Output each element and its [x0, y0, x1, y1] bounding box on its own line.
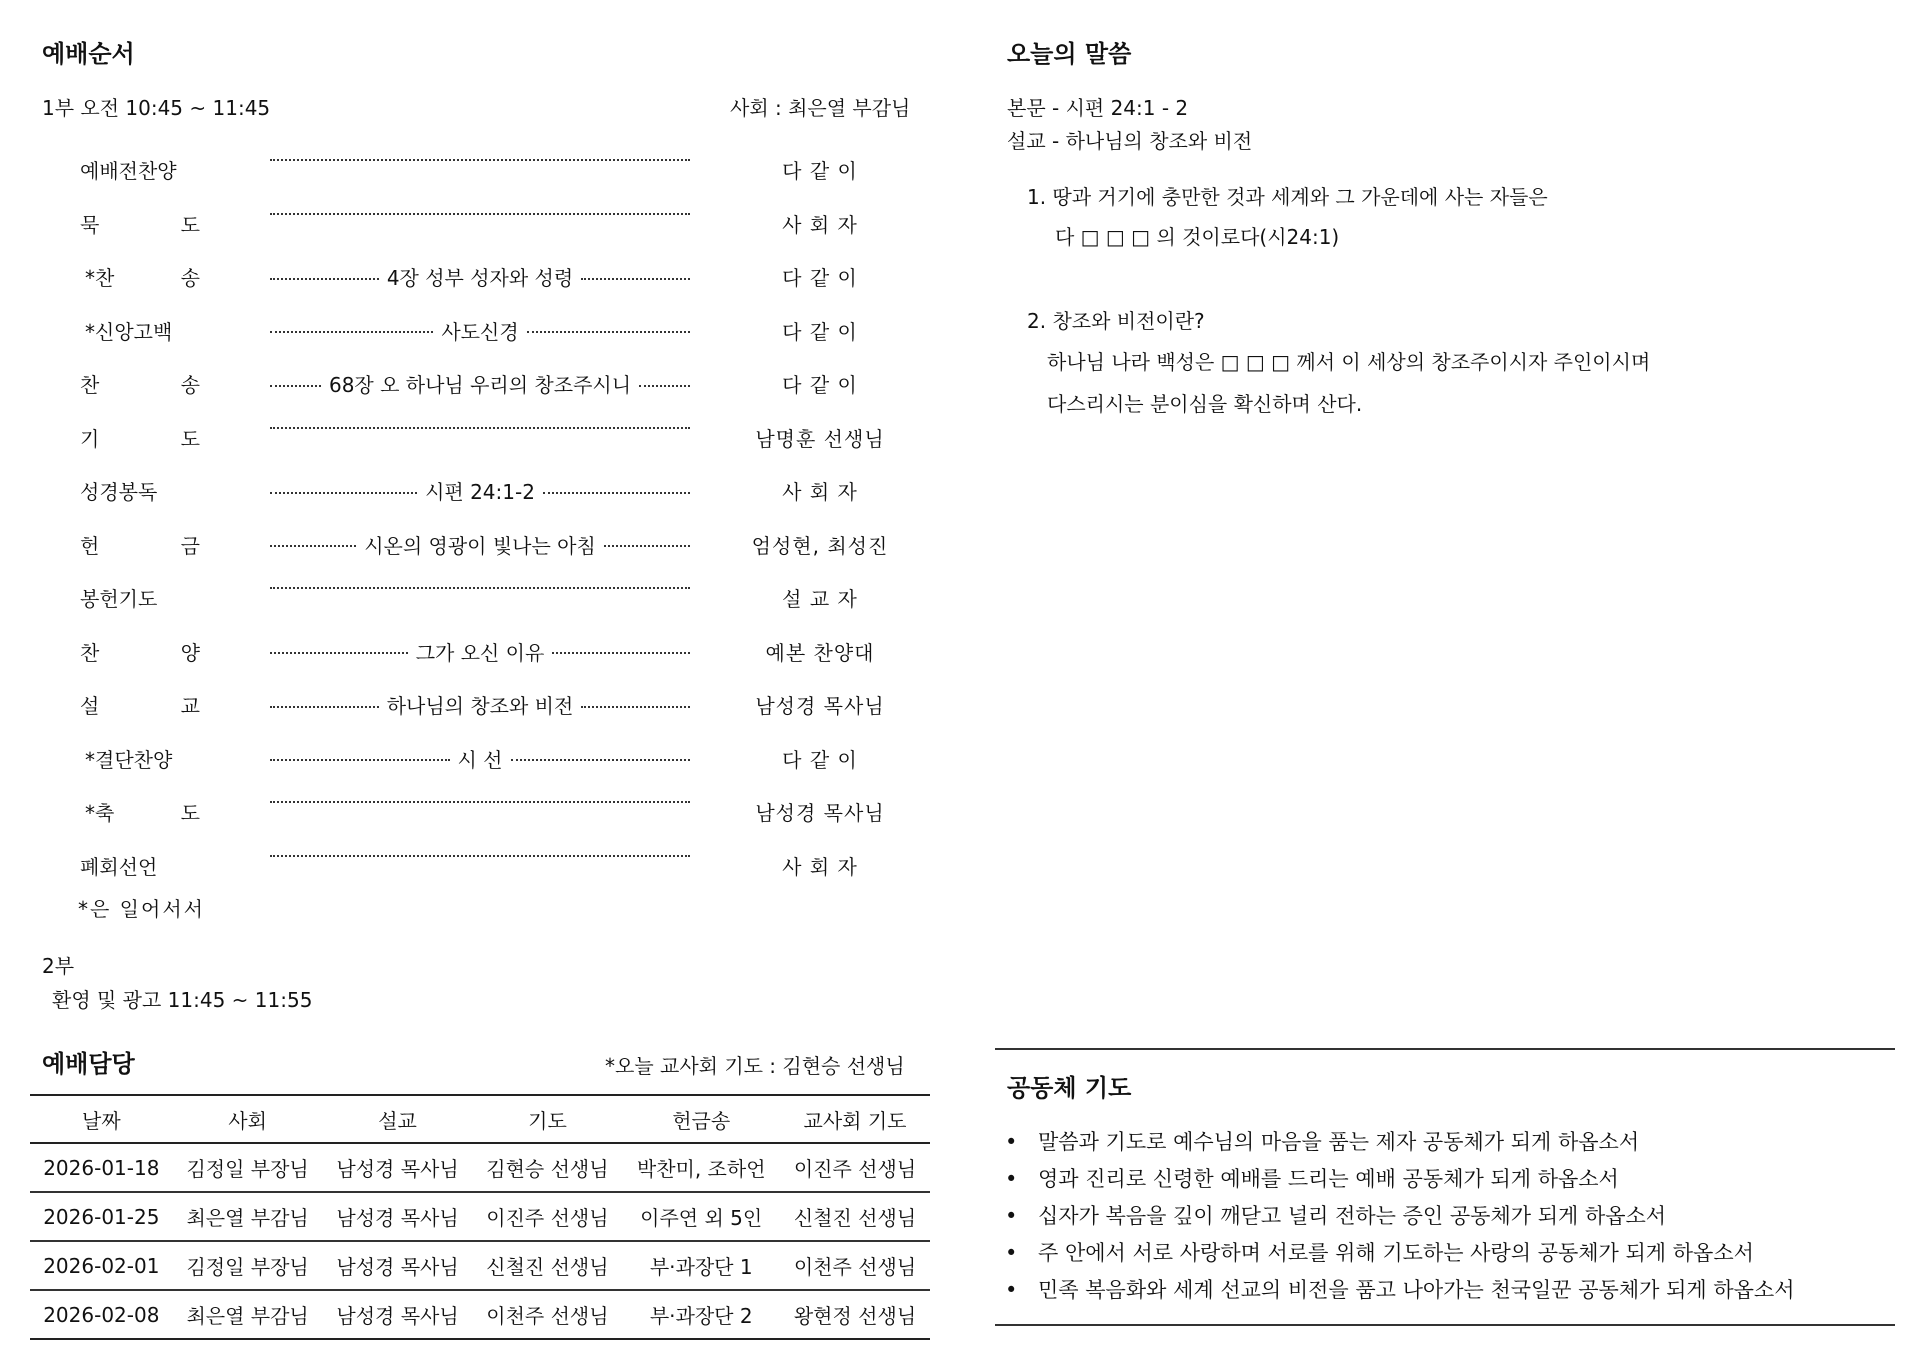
order-item-detail — [270, 690, 690, 719]
order-item-name: 기 도 — [80, 426, 200, 451]
order-item-detail — [270, 316, 690, 345]
table-cell: 최은열 부감님 — [173, 1290, 323, 1339]
dotted-leader — [270, 855, 690, 857]
order-item-name: *신앙고백 — [85, 319, 173, 344]
order-item-person: 남성경 목사님 — [755, 694, 885, 718]
table-cell: 남성경 목사님 — [323, 1241, 473, 1290]
prayer-list — [1005, 1126, 1794, 1311]
col-date: 날짜 — [30, 1095, 173, 1143]
order-item-name: *결단찬양 — [85, 747, 173, 772]
dotted-leader — [527, 331, 690, 333]
order-item-detail — [270, 530, 690, 559]
table-cell: 이진주 선생님 — [780, 1143, 930, 1192]
dotted-leader — [270, 213, 690, 215]
question-2: 2. 창조와 비전이란? — [1027, 309, 1205, 333]
prayer-text: 말씀과 기도로 예수님의 마음을 품는 제자 공동체가 되게 하옵소서 — [1038, 1130, 1640, 1154]
dotted-leader — [270, 706, 379, 708]
table-cell: 왕현정 선생님 — [780, 1290, 930, 1339]
table-cell: 부·과장단 1 — [622, 1241, 780, 1290]
dotted-leader — [639, 385, 690, 387]
bullet-icon: • — [1005, 1167, 1018, 1191]
dotted-leader — [270, 652, 408, 654]
dotted-leader — [552, 652, 690, 654]
order-item-name: 예배전찬양 — [80, 159, 177, 183]
order-item-text: 하나님의 창조와 비전 — [386, 694, 574, 718]
community-prayer-box — [995, 1048, 1895, 1326]
order-item-text: 그가 오신 이유 — [415, 640, 545, 665]
scripture-line: 본문 - 시편 24:1 - 2 — [1007, 96, 1189, 120]
table-cell: 이천주 선생님 — [780, 1241, 930, 1290]
table-cell: 이진주 선생님 — [472, 1192, 622, 1241]
order-item-text: 사도신경 — [441, 319, 519, 344]
order-item-person: 사 회 자 — [782, 854, 858, 879]
dotted-leader — [543, 492, 690, 494]
prayer-text: 민족 복음화와 세계 선교의 비전을 품고 나아가는 천국일꾼 공동체가 되게 하옵소서 — [1038, 1278, 1795, 1302]
order-item-detail — [270, 262, 690, 291]
order-item-detail — [270, 476, 690, 505]
dotted-leader — [270, 159, 690, 161]
order-row — [0, 476, 930, 506]
service-host: 사회 : 최은열 부감님 — [730, 96, 911, 120]
order-item-detail — [270, 583, 690, 589]
order-item-detail — [270, 423, 690, 429]
dotted-leader — [270, 587, 690, 589]
dotted-leader — [270, 759, 450, 761]
table-row — [30, 1143, 930, 1192]
bullet-icon: • — [1005, 1278, 1018, 1302]
col-host: 사회 — [173, 1095, 323, 1143]
dotted-leader — [270, 492, 417, 494]
part2-title: 2부 — [42, 954, 75, 978]
prayer-text: 주 안에서 서로 사랑하며 서로를 위해 기도하는 사랑의 공동체가 되게 하옵소서 — [1038, 1241, 1754, 1265]
dotted-leader — [511, 759, 691, 761]
order-item-text: 4장 성부 성자와 성령 — [386, 266, 574, 290]
dotted-leader — [270, 427, 690, 429]
dotted-leader — [270, 278, 379, 280]
bullet-icon: • — [1005, 1241, 1018, 1265]
order-item-name: 묵 도 — [80, 212, 200, 237]
order-item-detail — [270, 797, 690, 803]
table-cell: 2026-01-25 — [30, 1192, 173, 1241]
order-item-person: 엄성현, 최성진 — [751, 533, 889, 558]
order-row — [0, 530, 930, 560]
dotted-leader — [581, 706, 690, 708]
sermon-line: 설교 - 하나님의 창조와 비전 — [1007, 129, 1253, 153]
table-header-row — [30, 1095, 930, 1143]
word-title: 오늘의 말씀 — [1007, 40, 1132, 68]
dotted-leader — [270, 331, 433, 333]
duty-title: 예배담당 — [42, 1050, 135, 1078]
order-item-detail — [270, 637, 690, 666]
table-row — [30, 1241, 930, 1290]
order-item-text: 시 선 — [457, 747, 503, 772]
order-row — [0, 155, 930, 185]
order-item-detail — [270, 155, 690, 161]
order-item-detail — [270, 369, 690, 398]
order-item-person: 사 회 자 — [782, 480, 858, 504]
order-row — [0, 637, 930, 667]
table-cell: 이주연 외 5인 — [622, 1192, 780, 1241]
order-item-person: 다 같 이 — [782, 319, 858, 344]
table-row — [30, 1192, 930, 1241]
col-teacher-prayer: 교사회 기도 — [780, 1095, 930, 1143]
part2-detail: 환영 및 광고 11:45 ~ 11:55 — [52, 988, 313, 1012]
dotted-leader — [270, 801, 690, 803]
table-cell: 최은열 부감님 — [173, 1192, 323, 1241]
order-item-person: 다 같 이 — [782, 373, 858, 397]
table-cell: 신철진 선생님 — [472, 1241, 622, 1290]
order-item-name: 헌 금 — [80, 533, 200, 558]
duty-table — [30, 1094, 930, 1340]
table-cell: 김현승 선생님 — [472, 1143, 622, 1192]
table-cell: 박찬미, 조하언 — [622, 1143, 780, 1192]
order-item-person: 다 같 이 — [782, 266, 858, 290]
question-1: 1. 땅과 거기에 충만한 것과 세계와 그 가운데에 사는 자들은 — [1027, 185, 1548, 209]
list-item — [1005, 1237, 1794, 1274]
col-sermon: 설교 — [323, 1095, 473, 1143]
order-title: 예배순서 — [42, 40, 135, 68]
order-item-person: 예본 찬양대 — [765, 640, 875, 665]
order-item-name: 찬 송 — [80, 373, 200, 397]
order-row — [0, 423, 930, 453]
part1-time: 1부 오전 10:45 ~ 11:45 — [42, 96, 271, 120]
order-item-person: 남명훈 선생님 — [755, 426, 885, 451]
standing-note: *은 일어서서 — [78, 897, 205, 921]
table-cell: 이천주 선생님 — [472, 1290, 622, 1339]
teacher-prayer: *오늘 교사회 기도 : 김현승 선생님 — [605, 1054, 905, 1078]
prayer-text: 십자가 복음을 깊이 깨닫고 널리 전하는 증인 공동체가 되게 하옵소서 — [1038, 1204, 1667, 1228]
order-row — [0, 316, 930, 346]
order-item-text: 68장 오 하나님 우리의 창조주시니 — [328, 373, 632, 397]
order-item-name: 성경봉독 — [80, 480, 158, 504]
bullet-icon: • — [1005, 1204, 1018, 1228]
order-item-person: 남성경 목사님 — [755, 801, 885, 825]
bullet-icon: • — [1005, 1130, 1018, 1154]
order-item-name: *축 도 — [85, 801, 200, 825]
table-cell: 남성경 목사님 — [323, 1143, 473, 1192]
question-1-fill: 다 □ □ □ 의 것이로다(시24:1) — [1055, 225, 1340, 249]
question-2-continued: 다스리시는 분이심을 확신하며 산다. — [1047, 392, 1363, 416]
table-cell: 부·과장단 2 — [622, 1290, 780, 1339]
order-item-name: 폐회선언 — [80, 854, 158, 879]
list-item — [1005, 1200, 1794, 1237]
order-row — [0, 583, 930, 613]
list-item — [1005, 1274, 1794, 1311]
list-item — [1005, 1126, 1794, 1163]
table-row — [30, 1290, 930, 1339]
list-item — [1005, 1163, 1794, 1200]
table-cell: 2026-01-18 — [30, 1143, 173, 1192]
order-row — [0, 797, 930, 827]
order-item-name: *찬 송 — [85, 266, 200, 290]
table-cell: 김정일 부장님 — [173, 1143, 323, 1192]
order-row — [0, 209, 930, 239]
order-item-person: 사 회 자 — [782, 212, 858, 237]
col-offering-song: 헌금송 — [622, 1095, 780, 1143]
order-item-detail — [270, 209, 690, 215]
order-item-text: 시편 24:1-2 — [425, 480, 535, 504]
dotted-leader — [581, 278, 690, 280]
order-row — [0, 851, 930, 881]
dotted-leader — [270, 385, 321, 387]
order-row — [0, 744, 930, 774]
order-item-name: 설 교 — [80, 694, 200, 718]
table-cell: 김정일 부장님 — [173, 1241, 323, 1290]
order-item-person: 다 같 이 — [782, 159, 858, 183]
order-row — [0, 369, 930, 399]
order-item-detail — [270, 851, 690, 857]
order-row — [0, 690, 930, 720]
order-item-person: 다 같 이 — [782, 747, 858, 772]
question-2-fill: 하나님 나라 백성은 □ □ □ 께서 이 세상의 창조주이시자 주인이시며 — [1047, 350, 1651, 374]
table-cell: 남성경 목사님 — [323, 1290, 473, 1339]
table-cell: 남성경 목사님 — [323, 1192, 473, 1241]
table-cell: 2026-02-01 — [30, 1241, 173, 1290]
col-prayer: 기도 — [472, 1095, 622, 1143]
prayer-title: 공동체 기도 — [1007, 1074, 1132, 1102]
dotted-leader — [270, 545, 356, 547]
order-item-name: 찬 양 — [80, 640, 200, 665]
order-item-name: 봉헌기도 — [80, 587, 158, 611]
order-row — [0, 262, 930, 292]
table-cell: 2026-02-08 — [30, 1290, 173, 1339]
order-item-text: 시온의 영광이 빛나는 아침 — [364, 533, 596, 558]
order-item-detail — [270, 744, 690, 773]
order-item-person: 설 교 자 — [782, 587, 858, 611]
prayer-text: 영과 진리로 신령한 예배를 드리는 예배 공동체가 되게 하옵소서 — [1038, 1167, 1619, 1191]
dotted-leader — [604, 545, 690, 547]
table-cell: 신철진 선생님 — [780, 1192, 930, 1241]
